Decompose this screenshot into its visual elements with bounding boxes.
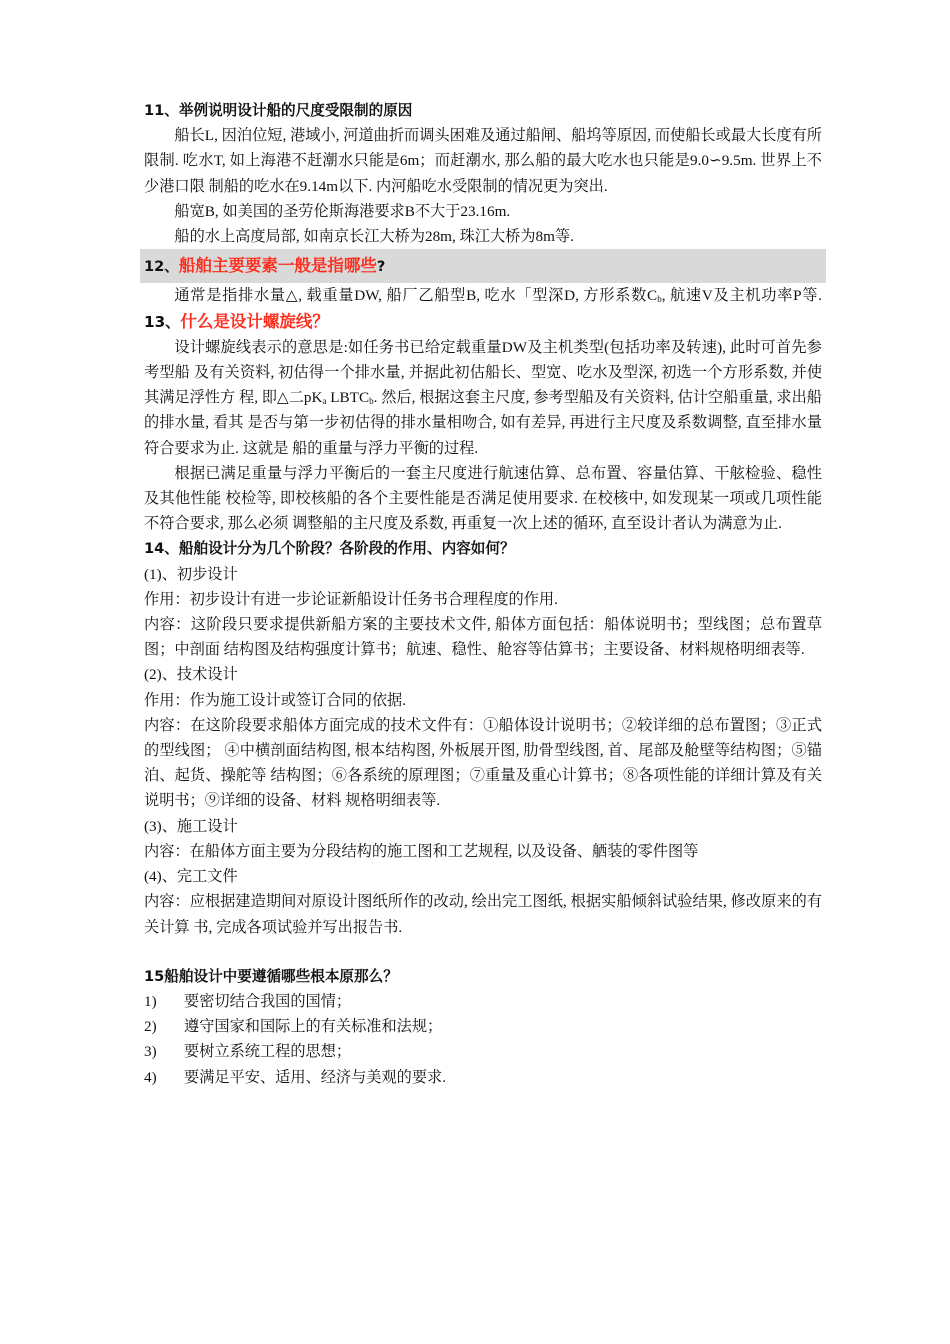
q11-paragraph-breadth: 船宽B, 如美国的圣劳伦斯海港要求B不大于23.16m.	[174, 202, 511, 220]
q12-heading	[140, 249, 826, 283]
q14-stage3-title: (3)、施工设计	[144, 817, 238, 835]
list-item-number: 4)	[144, 1068, 157, 1086]
q13-title: 什么是设计螺旋线？	[180, 311, 329, 331]
list-item-text: 要满足平安、适用、经济与美观的要求.	[184, 1068, 446, 1086]
list-item	[144, 1065, 822, 1090]
q14-stage4-content: 内容：应根据建造期间对原设计图纸所作的改动, 绘出完工图纸, 根据实船倾斜试验结果, 修改原来的有关计算 书, 完成各项试验并写出报告书.	[144, 893, 822, 936]
q12-body-b: , 航速V及主机功率P等.	[661, 287, 822, 305]
q14-stage2-role: 作用：作为施工设计或签订合同的依据.	[144, 691, 406, 709]
q12-number: 12、	[144, 258, 179, 276]
q13-body-c: . 然后, 根据这套主尺度, 参考型船及有关资料, 估计空船重量, 求出船的排水量, 看其 是否与第一步初估得的排水量相吻合, 如有差异, 再进行主尺度及系数调整, 直至排水量符合要求为止. 这就是 船的重量与浮力平衡的过程.	[144, 389, 822, 457]
q12-q13-paragraph	[144, 283, 822, 334]
section-gap	[144, 940, 822, 964]
list-item-text: 遵守国家和国际上的有关标准和法规；	[184, 1018, 443, 1036]
q14-stage1-title: (1)、初步设计	[144, 565, 238, 583]
q14-heading: 14、船舶设计分为几个阶段？各阶段的作用、内容如何？	[144, 540, 515, 558]
q14-stage1-role: 作用：初步设计有进一步论证新船设计任务书合理程度的作用.	[144, 590, 558, 608]
q14-stage4-title: (4)、完工文件	[144, 868, 238, 886]
list-item	[144, 1039, 822, 1064]
q12-body-a: 通常是指排水量△, 载重量DW, 船厂乙船型B, 吃水「型深D, 方形系数C	[174, 287, 658, 305]
q13-subscript-a: a	[322, 396, 327, 407]
q13-paragraph-spiral	[144, 335, 822, 461]
q13-paragraph-check: 根据已满足重量与浮力平衡后的一套主尺度进行航速估算、总布置、容量估算、干舷检验、稳性及其他性能 校检等, 即校核船的各个主要性能是否满足使用要求. 在校核中, 如发现某一项或几项性能不符合要求, 那么必须 调整船的主尺度及系数, 再重复一次上述的循环, 直至设计者认为满意为止.	[144, 464, 822, 533]
q14-stage2-content: 内容：在这阶段要求船体方面完成的技术文件有：①船体设计说明书；②较详细的总布置图；③正式的型线图； ④中横剖面结构图, 根本结构图, 外板展开图, 肋骨型线图, 首、尾部及舱壁等结构图；⑤锚泊、起货、操舵等 结构图；⑥各系统的原理图；⑦重量及重心计算书；⑧各项性能的详细计算及有关说明书；⑨详细的设备、材料 规格明细表等.	[144, 716, 822, 810]
q12-title-end: ?	[376, 258, 386, 276]
q15-heading: 15船舶设计中要遵循哪些根本原那么？	[144, 967, 398, 985]
q13-subscript-b: b	[369, 396, 374, 407]
list-item-number: 1)	[144, 992, 157, 1010]
list-item-text: 要密切结合我国的国情；	[184, 992, 352, 1010]
list-item-number: 2)	[144, 1018, 157, 1036]
list-item	[144, 989, 822, 1014]
q11-paragraph-length-draft: 船长L, 因泊位短, 港域小, 河道曲折而调头困难及通过船闸、船坞等原因, 而使船长或最大长度有所限制. 吃水T, 如上海港不赶潮水只能是6m；而赶潮水, 那么船的最大吃水也只能是9.0∽9.5m. 世界上不少港口限 制船的吃水在9.14m以下. 内河船吃水受限制的情况更为突出.	[144, 127, 822, 195]
q13-number: 13、	[144, 312, 181, 331]
q12-title: 船舶主要要素一般是指哪些	[178, 256, 377, 276]
document-page	[144, 98, 822, 1090]
q14-stage3-content: 内容：在船体方面主要为分段结构的施工图和工艺规程, 以及设备、舾装的零件图等	[144, 842, 699, 860]
list-item	[144, 1014, 822, 1039]
list-item-number: 3)	[144, 1043, 157, 1061]
list-item-text: 要树立系统工程的思想；	[184, 1043, 352, 1061]
q13-body-a: 设计螺旋线表示的意思是:如任务书已给定载重量DW及主机类型(包括功率及转速), 此时可首先参考型船 及有关资料, 初估得一个排水量, 并据此初估船长、型宽、吃水及型深, 初选一个方形系数, 并使其满足浮性方 程, 即△二pK	[144, 338, 822, 407]
q11-paragraph-height: 船的水上高度局部, 如南京长江大桥为28m, 珠江大桥为8m等.	[174, 228, 574, 246]
q14-stage1-content: 内容：这阶段只要求提供新船方案的主要技术文件, 船体方面包括：船体说明书；型线图；总布置草图；中剖面 结构图及结构强度计算书；航速、稳性、舱容等估算书；主要设备、材料规格明细表等.	[144, 616, 822, 659]
q14-stage2-title: (2)、技术设计	[144, 666, 238, 684]
q12-subscript-b: b	[657, 294, 662, 305]
q11-heading: 11、举例说明设计船的尺度受限制的原因	[144, 102, 413, 119]
q13-body-b: LBTC	[326, 389, 370, 407]
